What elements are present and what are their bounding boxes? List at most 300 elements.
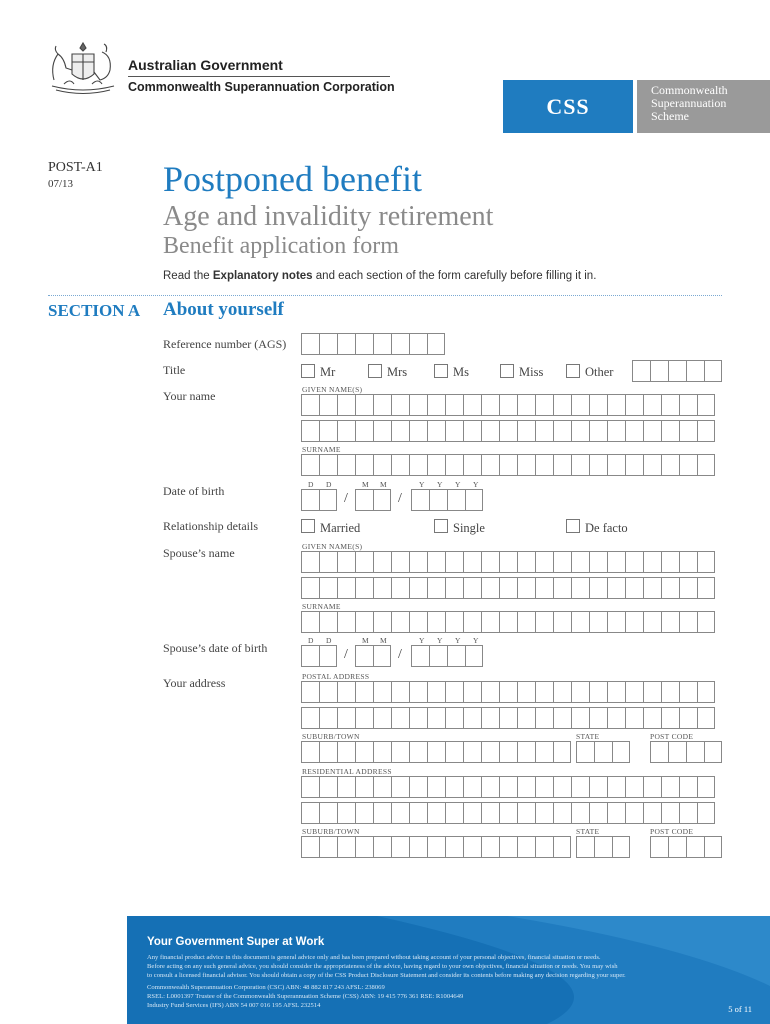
character-box[interactable]: [553, 611, 571, 633]
character-box[interactable]: [594, 836, 612, 858]
residential-state-field[interactable]: [576, 836, 630, 858]
postal-postcode-field[interactable]: [650, 741, 722, 763]
character-box[interactable]: [661, 707, 679, 729]
character-box[interactable]: [612, 741, 630, 763]
character-box[interactable]: [632, 360, 650, 382]
character-box[interactable]: [553, 551, 571, 573]
character-box[interactable]: [571, 776, 589, 798]
character-box[interactable]: [373, 551, 391, 573]
character-box[interactable]: [697, 802, 715, 824]
character-box[interactable]: [697, 681, 715, 703]
character-box[interactable]: [661, 551, 679, 573]
character-box[interactable]: [607, 551, 625, 573]
character-box[interactable]: [553, 802, 571, 824]
character-box[interactable]: [463, 741, 481, 763]
character-box[interactable]: [697, 394, 715, 416]
character-box[interactable]: [409, 420, 427, 442]
given-names-field-row2[interactable]: [301, 420, 715, 442]
character-box[interactable]: [355, 420, 373, 442]
spouse-given-names-row2[interactable]: [301, 577, 715, 599]
dob-year-field[interactable]: [411, 489, 483, 511]
character-box[interactable]: [391, 741, 409, 763]
character-box[interactable]: [355, 681, 373, 703]
character-box[interactable]: [589, 681, 607, 703]
character-box[interactable]: [571, 551, 589, 573]
character-box[interactable]: [668, 836, 686, 858]
character-box[interactable]: [607, 394, 625, 416]
character-box[interactable]: [481, 741, 499, 763]
character-box[interactable]: [571, 454, 589, 476]
character-box[interactable]: [301, 776, 319, 798]
dob-day-field[interactable]: [301, 489, 337, 511]
character-box[interactable]: [686, 360, 704, 382]
character-box[interactable]: [643, 454, 661, 476]
reference-number-field[interactable]: [301, 333, 445, 355]
character-box[interactable]: [517, 394, 535, 416]
character-box[interactable]: [465, 489, 483, 511]
character-box[interactable]: [535, 394, 553, 416]
character-box[interactable]: [481, 551, 499, 573]
character-box[interactable]: [499, 454, 517, 476]
character-box[interactable]: [409, 394, 427, 416]
character-box[interactable]: [319, 707, 337, 729]
character-box[interactable]: [301, 489, 319, 511]
character-box[interactable]: [661, 577, 679, 599]
residential-address-row1[interactable]: [301, 776, 715, 798]
character-box[interactable]: [463, 454, 481, 476]
character-box[interactable]: [463, 836, 481, 858]
title-other-checkbox[interactable]: [566, 364, 580, 378]
character-box[interactable]: [391, 836, 409, 858]
character-box[interactable]: [607, 681, 625, 703]
character-box[interactable]: [697, 551, 715, 573]
character-box[interactable]: [391, 707, 409, 729]
character-box[interactable]: [301, 802, 319, 824]
character-box[interactable]: [427, 741, 445, 763]
single-checkbox[interactable]: [434, 519, 448, 533]
character-box[interactable]: [625, 707, 643, 729]
character-box[interactable]: [355, 776, 373, 798]
character-box[interactable]: [499, 420, 517, 442]
character-box[interactable]: [535, 802, 553, 824]
character-box[interactable]: [576, 741, 594, 763]
character-box[interactable]: [301, 836, 319, 858]
character-box[interactable]: [499, 741, 517, 763]
character-box[interactable]: [319, 577, 337, 599]
character-box[interactable]: [319, 611, 337, 633]
character-box[interactable]: [427, 836, 445, 858]
character-box[interactable]: [355, 551, 373, 573]
character-box[interactable]: [589, 611, 607, 633]
character-box[interactable]: [499, 577, 517, 599]
character-box[interactable]: [661, 802, 679, 824]
character-box[interactable]: [319, 802, 337, 824]
character-box[interactable]: [697, 454, 715, 476]
character-box[interactable]: [643, 551, 661, 573]
character-box[interactable]: [355, 645, 373, 667]
character-box[interactable]: [697, 776, 715, 798]
character-box[interactable]: [463, 394, 481, 416]
character-box[interactable]: [301, 577, 319, 599]
character-box[interactable]: [319, 836, 337, 858]
character-box[interactable]: [319, 741, 337, 763]
character-box[interactable]: [373, 681, 391, 703]
character-box[interactable]: [697, 577, 715, 599]
character-box[interactable]: [337, 681, 355, 703]
character-box[interactable]: [463, 802, 481, 824]
residential-postcode-field[interactable]: [650, 836, 722, 858]
character-box[interactable]: [445, 836, 463, 858]
character-box[interactable]: [355, 489, 373, 511]
character-box[interactable]: [391, 681, 409, 703]
character-box[interactable]: [409, 776, 427, 798]
character-box[interactable]: [535, 707, 553, 729]
character-box[interactable]: [337, 333, 355, 355]
character-box[interactable]: [499, 394, 517, 416]
character-box[interactable]: [481, 454, 499, 476]
character-box[interactable]: [373, 836, 391, 858]
character-box[interactable]: [704, 836, 722, 858]
character-box[interactable]: [535, 454, 553, 476]
character-box[interactable]: [373, 333, 391, 355]
character-box[interactable]: [373, 707, 391, 729]
character-box[interactable]: [481, 420, 499, 442]
character-box[interactable]: [668, 360, 686, 382]
character-box[interactable]: [409, 551, 427, 573]
character-box[interactable]: [319, 645, 337, 667]
character-box[interactable]: [607, 454, 625, 476]
character-box[interactable]: [409, 741, 427, 763]
spouse-dob-day-field[interactable]: [301, 645, 337, 667]
title-mr-checkbox[interactable]: [301, 364, 315, 378]
character-box[interactable]: [463, 707, 481, 729]
character-box[interactable]: [481, 707, 499, 729]
character-box[interactable]: [625, 454, 643, 476]
character-box[interactable]: [661, 776, 679, 798]
character-box[interactable]: [697, 707, 715, 729]
character-box[interactable]: [409, 681, 427, 703]
character-box[interactable]: [704, 360, 722, 382]
character-box[interactable]: [571, 611, 589, 633]
character-box[interactable]: [445, 577, 463, 599]
character-box[interactable]: [301, 741, 319, 763]
character-box[interactable]: [409, 836, 427, 858]
character-box[interactable]: [481, 611, 499, 633]
character-box[interactable]: [571, 681, 589, 703]
character-box[interactable]: [625, 802, 643, 824]
character-box[interactable]: [589, 454, 607, 476]
character-box[interactable]: [607, 776, 625, 798]
character-box[interactable]: [373, 802, 391, 824]
character-box[interactable]: [499, 802, 517, 824]
title-miss-checkbox[interactable]: [500, 364, 514, 378]
character-box[interactable]: [481, 394, 499, 416]
character-box[interactable]: [481, 681, 499, 703]
character-box[interactable]: [429, 489, 447, 511]
character-box[interactable]: [427, 394, 445, 416]
character-box[interactable]: [409, 707, 427, 729]
character-box[interactable]: [679, 681, 697, 703]
spouse-surname-field[interactable]: [301, 611, 715, 633]
character-box[interactable]: [409, 611, 427, 633]
character-box[interactable]: [481, 836, 499, 858]
character-box[interactable]: [411, 645, 429, 667]
character-box[interactable]: [679, 776, 697, 798]
character-box[interactable]: [391, 551, 409, 573]
character-box[interactable]: [337, 802, 355, 824]
character-box[interactable]: [445, 802, 463, 824]
character-box[interactable]: [337, 394, 355, 416]
character-box[interactable]: [319, 333, 337, 355]
character-box[interactable]: [704, 741, 722, 763]
character-box[interactable]: [445, 454, 463, 476]
character-box[interactable]: [535, 836, 553, 858]
character-box[interactable]: [373, 611, 391, 633]
dob-month-field[interactable]: [355, 489, 391, 511]
character-box[interactable]: [643, 802, 661, 824]
character-box[interactable]: [337, 836, 355, 858]
character-box[interactable]: [373, 577, 391, 599]
character-box[interactable]: [465, 645, 483, 667]
character-box[interactable]: [535, 776, 553, 798]
de-facto-checkbox[interactable]: [566, 519, 580, 533]
character-box[interactable]: [553, 394, 571, 416]
character-box[interactable]: [319, 454, 337, 476]
character-box[interactable]: [427, 333, 445, 355]
character-box[interactable]: [409, 802, 427, 824]
character-box[interactable]: [553, 776, 571, 798]
character-box[interactable]: [589, 707, 607, 729]
character-box[interactable]: [427, 681, 445, 703]
character-box[interactable]: [391, 802, 409, 824]
character-box[interactable]: [427, 454, 445, 476]
character-box[interactable]: [576, 836, 594, 858]
character-box[interactable]: [427, 707, 445, 729]
character-box[interactable]: [301, 611, 319, 633]
title-ms-checkbox[interactable]: [434, 364, 448, 378]
character-box[interactable]: [535, 611, 553, 633]
character-box[interactable]: [679, 394, 697, 416]
character-box[interactable]: [301, 707, 319, 729]
character-box[interactable]: [679, 802, 697, 824]
character-box[interactable]: [445, 681, 463, 703]
character-box[interactable]: [553, 741, 571, 763]
character-box[interactable]: [625, 681, 643, 703]
character-box[interactable]: [391, 454, 409, 476]
character-box[interactable]: [337, 551, 355, 573]
character-box[interactable]: [499, 551, 517, 573]
character-box[interactable]: [337, 577, 355, 599]
spouse-dob-year-field[interactable]: [411, 645, 483, 667]
character-box[interactable]: [517, 681, 535, 703]
postal-address-row1[interactable]: [301, 681, 715, 703]
character-box[interactable]: [481, 776, 499, 798]
character-box[interactable]: [319, 551, 337, 573]
character-box[interactable]: [589, 551, 607, 573]
spouse-given-names-row1[interactable]: [301, 551, 715, 573]
character-box[interactable]: [517, 577, 535, 599]
character-box[interactable]: [517, 802, 535, 824]
character-box[interactable]: [445, 420, 463, 442]
character-box[interactable]: [661, 394, 679, 416]
character-box[interactable]: [553, 577, 571, 599]
character-box[interactable]: [589, 776, 607, 798]
character-box[interactable]: [686, 741, 704, 763]
character-box[interactable]: [301, 454, 319, 476]
character-box[interactable]: [571, 577, 589, 599]
character-box[interactable]: [337, 741, 355, 763]
character-box[interactable]: [447, 645, 465, 667]
character-box[interactable]: [679, 577, 697, 599]
residential-suburb-field[interactable]: [301, 836, 571, 858]
character-box[interactable]: [517, 454, 535, 476]
character-box[interactable]: [409, 454, 427, 476]
character-box[interactable]: [661, 454, 679, 476]
character-box[interactable]: [643, 776, 661, 798]
character-box[interactable]: [463, 776, 481, 798]
character-box[interactable]: [535, 420, 553, 442]
character-box[interactable]: [697, 420, 715, 442]
character-box[interactable]: [679, 611, 697, 633]
character-box[interactable]: [427, 577, 445, 599]
character-box[interactable]: [517, 707, 535, 729]
character-box[interactable]: [535, 741, 553, 763]
character-box[interactable]: [686, 836, 704, 858]
character-box[interactable]: [427, 776, 445, 798]
character-box[interactable]: [355, 394, 373, 416]
character-box[interactable]: [301, 420, 319, 442]
character-box[interactable]: [661, 420, 679, 442]
character-box[interactable]: [463, 611, 481, 633]
character-box[interactable]: [319, 394, 337, 416]
character-box[interactable]: [607, 611, 625, 633]
character-box[interactable]: [391, 577, 409, 599]
character-box[interactable]: [661, 611, 679, 633]
character-box[interactable]: [517, 551, 535, 573]
character-box[interactable]: [463, 681, 481, 703]
character-box[interactable]: [625, 776, 643, 798]
character-box[interactable]: [535, 551, 553, 573]
character-box[interactable]: [427, 611, 445, 633]
character-box[interactable]: [355, 611, 373, 633]
character-box[interactable]: [594, 741, 612, 763]
character-box[interactable]: [355, 577, 373, 599]
character-box[interactable]: [607, 802, 625, 824]
character-box[interactable]: [319, 420, 337, 442]
title-mrs-checkbox[interactable]: [368, 364, 382, 378]
character-box[interactable]: [571, 394, 589, 416]
character-box[interactable]: [391, 333, 409, 355]
character-box[interactable]: [373, 489, 391, 511]
postal-suburb-field[interactable]: [301, 741, 571, 763]
character-box[interactable]: [607, 420, 625, 442]
character-box[interactable]: [373, 420, 391, 442]
character-box[interactable]: [571, 707, 589, 729]
character-box[interactable]: [355, 454, 373, 476]
character-box[interactable]: [643, 420, 661, 442]
character-box[interactable]: [445, 551, 463, 573]
married-checkbox[interactable]: [301, 519, 315, 533]
character-box[interactable]: [463, 420, 481, 442]
character-box[interactable]: [355, 333, 373, 355]
character-box[interactable]: [643, 577, 661, 599]
character-box[interactable]: [301, 394, 319, 416]
surname-field[interactable]: [301, 454, 715, 476]
character-box[interactable]: [447, 489, 465, 511]
character-box[interactable]: [355, 707, 373, 729]
character-box[interactable]: [373, 741, 391, 763]
character-box[interactable]: [607, 707, 625, 729]
character-box[interactable]: [337, 454, 355, 476]
character-box[interactable]: [301, 551, 319, 573]
character-box[interactable]: [679, 707, 697, 729]
character-box[interactable]: [319, 489, 337, 511]
character-box[interactable]: [411, 489, 429, 511]
character-box[interactable]: [499, 707, 517, 729]
character-box[interactable]: [650, 360, 668, 382]
character-box[interactable]: [553, 681, 571, 703]
character-box[interactable]: [355, 836, 373, 858]
postal-state-field[interactable]: [576, 741, 630, 763]
character-box[interactable]: [697, 611, 715, 633]
character-box[interactable]: [553, 454, 571, 476]
character-box[interactable]: [643, 611, 661, 633]
character-box[interactable]: [463, 577, 481, 599]
character-box[interactable]: [319, 681, 337, 703]
character-box[interactable]: [337, 776, 355, 798]
character-box[interactable]: [427, 551, 445, 573]
character-box[interactable]: [589, 577, 607, 599]
character-box[interactable]: [391, 394, 409, 416]
character-box[interactable]: [589, 394, 607, 416]
character-box[interactable]: [668, 741, 686, 763]
character-box[interactable]: [301, 681, 319, 703]
character-box[interactable]: [445, 707, 463, 729]
character-box[interactable]: [679, 454, 697, 476]
character-box[interactable]: [571, 420, 589, 442]
character-box[interactable]: [625, 551, 643, 573]
character-box[interactable]: [517, 741, 535, 763]
character-box[interactable]: [337, 420, 355, 442]
character-box[interactable]: [517, 420, 535, 442]
character-box[interactable]: [643, 394, 661, 416]
character-box[interactable]: [625, 420, 643, 442]
character-box[interactable]: [535, 577, 553, 599]
character-box[interactable]: [481, 577, 499, 599]
character-box[interactable]: [517, 776, 535, 798]
character-box[interactable]: [409, 333, 427, 355]
title-other-field[interactable]: [632, 360, 722, 382]
character-box[interactable]: [373, 394, 391, 416]
character-box[interactable]: [445, 741, 463, 763]
character-box[interactable]: [355, 741, 373, 763]
residential-address-row2[interactable]: [301, 802, 715, 824]
character-box[interactable]: [661, 681, 679, 703]
character-box[interactable]: [429, 645, 447, 667]
character-box[interactable]: [650, 741, 668, 763]
character-box[interactable]: [301, 333, 319, 355]
character-box[interactable]: [337, 707, 355, 729]
given-names-field-row1[interactable]: [301, 394, 715, 416]
character-box[interactable]: [301, 645, 319, 667]
character-box[interactable]: [337, 611, 355, 633]
character-box[interactable]: [679, 551, 697, 573]
character-box[interactable]: [481, 802, 499, 824]
character-box[interactable]: [427, 802, 445, 824]
character-box[interactable]: [373, 776, 391, 798]
character-box[interactable]: [571, 802, 589, 824]
character-box[interactable]: [499, 681, 517, 703]
